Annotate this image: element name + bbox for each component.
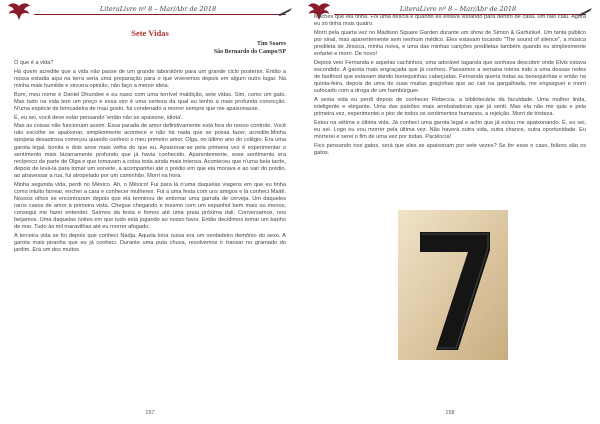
number-seven-illustration xyxy=(398,210,508,360)
paragraph: Depois veio Fernanda e aquelas cachinhos, uma adorável tagarela que sonhava descobrir onde Elvis estava escondido. A garota mais engraçada que já conheci. Passamos a semana inteira indo a uma dessas redes de fastfood que estavam dando bonequinhas cabeçudas. Fernanda queria todas as bonequinhas e então na quinta-feira, depois de uma de suas muitas graçinhas que ao cair na gargalhada, me engasguei e morri sufocado com a droga de um hambúrguer. xyxy=(314,59,586,95)
header-rule xyxy=(34,14,286,15)
paragraph: O que é a vida? xyxy=(14,60,54,67)
page-number: 158 xyxy=(445,410,455,416)
author-name: Tim Soares xyxy=(257,41,286,48)
story-title: Sete Vidas xyxy=(131,28,169,38)
quill-pen-icon xyxy=(278,8,292,16)
paragraph: Mas as coisas não funcionam assim. Essa parada de amor definitivamente está fora do nosso controle. Você não escolhe se apaixonar, simplesmente acontece e não há nada que se possa fazer, acredite.Minha epopeia desastrosa começou quando conheci o meu primeiro amor, Olga, no último ano do colégio. Era uma garota legal, bonita e dois anos mais velha do que eu. Apaixonar-se pela primeira vez é experimentar o sentimento mais bizarramente profundo que já havia conhecido. Aparentemente, esse sentimento era recíproco da parte de Olga e que tomavam a coisa toda ainda mais intensa. Aconteceu que n'uma bela tarde, depois de levá-la para tomar um sorvete, a acompanhei até o prédio em que ela morava e ao sair do prédio, ao atravessar a rua, fui atropelado por um caminhão. Morri na hora. xyxy=(14,123,286,179)
paragraph: A sexta vida eu perdi depois de conhecer Rebecca, a bibliotecária da faculdade. Uma mulher linda, inteligente e elegante. Uma das paixões mais arrebatadoras que já senti. Mas ela não me quis e pela primeira vez, experimentei o pior de todos os sentimentos humanos, a rejeição. Morri de tristeza. xyxy=(314,96,586,117)
paragraph: A terceira vida se foi depois que conheci Nadja. Aquela loira russa era um verdadeiro demônio do sexo. A garota mais piranha que eu já conheci. Durante uma puta chuva, resolvemos ir transar no gramado do jardim. Era um dos muitos xyxy=(14,232,286,253)
paragraph: Fico pensando nos gatos, será que eles se apaixonam por sete vezes? Se for esse o caso, felizes são os gatos. xyxy=(314,142,586,156)
paragraph: Há quem acredite que a vida não passe de um grande laboratório para um grande ciclo posterior. Então a nossa estadia aqui na terra seria uma preparação para o que viveremos depois em algum outro lugar. Na minha mais humilde e sincera opinião, não faço a menor ideia. xyxy=(14,68,286,89)
paragraph: É, eu sei, você deve estar pensando 'então não se apaixone, idiota'. xyxy=(14,114,183,121)
paragraph: Estou na sétima e última vida. Já conheci uma garota legal e acho que já estou me apaixonando. É, eu sei, eu sei. Logo eu vou morrer pela última vez. Não haverá outra vida, outra chance, outra oportunidade. Eu morrerei e serei o fim de uma vez por todas. Paciência! xyxy=(314,119,586,140)
story-content xyxy=(314,14,586,158)
paragraph: Morri pela quarta vez no Madison Square Garden durante um show de Simon & Garfunkel. Um tanta público por sinal, mas aparentemente sem nenhum médico. Eles estavam tocando "The sound of silence", a música predileta de Jéssica, minha noiva, e uma das minhas canções prediletas também quando eu simplesmente enfartei e morri. De novo! xyxy=(314,29,586,58)
header-title: LiteraLivre nº 8 – Mar/Abr de 2018 xyxy=(88,5,228,13)
right-page xyxy=(300,0,600,424)
paragraph: Minha segunda vida, perdi no México. Ah, o México! Fui para lá n'uma daquelas viagens em que eu tinha como intuito farrear, encher a cara e conhecer mulheres. Fui a uma festa com uns amigos e lá conheci Maitê. Nossos olhos se encontraram depois que ela terminou de entornar uma garrafa de cerveja. Um daqueles raros casos de amor à primeira vista. Chegue chegando e mesmo com um espanhol bem mais ou menos, consegui me fazer entender. Saímos da festa e fomos até uma praia próxima dali. Conversamos, nos beijamos. Uma daquelas noites em que tudo está jogando ao nosso favor. Então decidimos tomar um banho de mar. Tudo às mil maravilhas até eu morrer afogado. xyxy=(14,181,286,231)
story-content xyxy=(14,30,286,256)
header-title: LiteraLivre nº 8 – Mar/Abr de 2018 xyxy=(388,5,528,13)
paragraph: fetiches que ela tinha. Foi uma delícia e quando eu estava voltando para dentro de casa, um raio caiu. Agora eu só tinha mais quatro. xyxy=(314,14,586,28)
winged-logo-icon xyxy=(8,2,30,22)
author-place: São Bernardo do Campo/SP xyxy=(213,48,286,55)
page-number: 157 xyxy=(145,410,155,416)
page-header xyxy=(8,2,292,28)
paragraph: Bom, meu nome é Daniel Dhundee e eu nasci com uma terrível maldição, sete vidas. Sim, como um gato. Mas tudo na vida tem um preço e essa sim é uma certeza da qual eu tenho a mais profunda convicção. N'uma espécie de brincadeira de mau gosto, fui condenado a morrer sempre que me apaixonasse. xyxy=(14,91,286,112)
